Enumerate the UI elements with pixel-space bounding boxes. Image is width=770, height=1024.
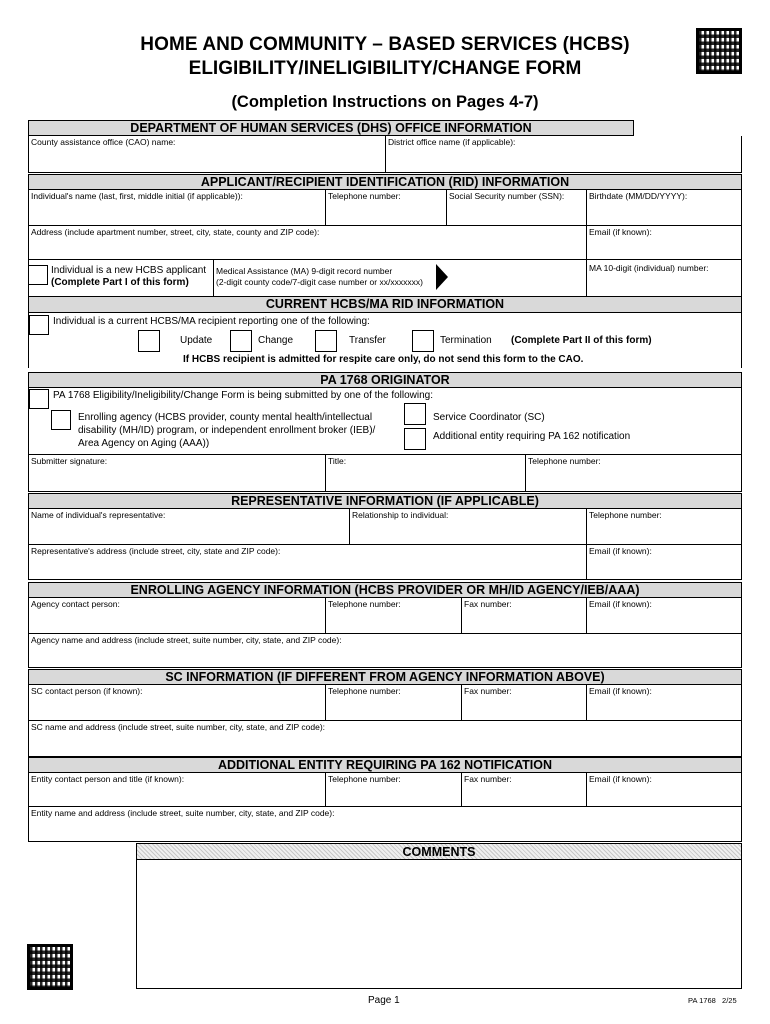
complete-part1-text: (Complete Part I of this form) <box>51 277 189 288</box>
page-number: Page 1 <box>368 995 400 1006</box>
entity-address-label: Entity name and address (include street, suite number, city, state, and ZIP code): <box>31 808 335 818</box>
change-checkbox[interactable] <box>230 330 252 352</box>
individual-name-label: Individual's name (last, first, middle initial (if applicable)): <box>31 191 243 201</box>
agency-contact-label: Agency contact person: <box>31 599 120 609</box>
sc-contact-label: SC contact person (if known): <box>31 686 143 696</box>
enrolling-agency-checkbox[interactable] <box>51 410 71 430</box>
rid-telephone-field[interactable] <box>326 190 447 226</box>
ma10-field[interactable] <box>587 260 742 296</box>
entity-fax-label: Fax number: <box>464 774 512 784</box>
enrolling-agency-heading: ENROLLING AGENCY INFORMATION (HCBS PROVIDER OR MH/ID AGENCY/IEB/AAA) <box>28 582 742 598</box>
additional-entity-checkbox[interactable] <box>404 428 426 450</box>
district-office-field[interactable] <box>386 136 742 172</box>
agency-address-label: Agency name and address (include street, suite number, city, state, and ZIP code): <box>31 635 342 645</box>
rid-section <box>28 190 742 296</box>
arrow-right-icon <box>436 264 448 290</box>
entity-fax-field[interactable] <box>462 773 587 807</box>
ssn-field[interactable] <box>447 190 587 226</box>
form-title-line1: HOME AND COMMUNITY – BASED SERVICES (HCBS) <box>140 34 630 55</box>
agency-phone-field[interactable] <box>326 598 462 634</box>
rid-telephone-label: Telephone number: <box>328 191 401 201</box>
comments-heading: COMMENTS <box>402 845 476 859</box>
agency-phone-label: Telephone number: <box>328 599 401 609</box>
current-recipient-text: Individual is a current HCBS/MA recipient reporting one of the following: <box>53 316 370 327</box>
sc-email-field[interactable] <box>587 685 742 721</box>
termination-note: (Complete Part II of this form) <box>511 335 652 346</box>
submitter-phone-label: Telephone number: <box>528 456 601 466</box>
entity-contact-field[interactable] <box>29 773 326 807</box>
submitter-signature-field[interactable] <box>29 454 326 491</box>
new-applicant-checkbox[interactable] <box>28 265 48 285</box>
individual-name-field[interactable] <box>29 190 326 226</box>
new-applicant-text: Individual is a new HCBS applicant <box>51 265 207 276</box>
form-title-line2: ELIGIBILITY/INELIGIBILITY/CHANGE FORM <box>188 58 582 79</box>
barcode-icon <box>696 28 742 74</box>
representative-name-field[interactable] <box>29 509 350 545</box>
representative-heading: REPRESENTATIVE INFORMATION (IF APPLICABLE) <box>28 493 742 509</box>
enrolling-agency-section <box>28 598 742 668</box>
respite-note: If HCBS recipient is admitted for respite care only, do not send this form to the CAO. <box>183 354 584 365</box>
sc-section <box>28 685 742 757</box>
district-office-label: District office name (if applicable): <box>388 137 516 147</box>
relationship-label: Relationship to individual: <box>352 510 449 520</box>
entity-phone-field[interactable] <box>326 773 462 807</box>
entity-email-field[interactable] <box>587 773 742 807</box>
sc-fax-field[interactable] <box>462 685 587 721</box>
termination-checkbox[interactable] <box>412 330 434 352</box>
termination-label: Termination <box>440 335 492 346</box>
cao-name-field[interactable] <box>29 136 386 172</box>
additional-entity-section <box>28 773 742 842</box>
sc-heading: SC INFORMATION (IF DIFFERENT FROM AGENCY INFORMATION ABOVE) <box>28 669 742 685</box>
current-heading: CURRENT HCBS/MA RID INFORMATION <box>28 296 742 313</box>
rid-heading: APPLICANT/RECIPIENT IDENTIFICATION (RID) INFORMATION <box>28 174 742 190</box>
representative-email-label: Email (if known): <box>589 546 652 556</box>
current-section <box>28 313 742 368</box>
comments-field[interactable] <box>136 860 742 989</box>
entity-contact-label: Entity contact person and title (if known): <box>31 774 185 784</box>
agency-email-field[interactable] <box>587 598 742 634</box>
originator-checkbox[interactable] <box>29 389 49 409</box>
representative-section <box>28 509 742 580</box>
sc-fax-label: Fax number: <box>464 686 512 696</box>
rid-email-label: Email (if known): <box>589 227 652 237</box>
rid-email-field[interactable] <box>587 226 742 260</box>
sc-option-label: Service Coordinator (SC) <box>433 412 545 423</box>
submitter-title-field[interactable] <box>326 454 526 491</box>
relationship-field[interactable] <box>350 509 587 545</box>
rid-address-field[interactable] <box>29 226 587 260</box>
additional-entity-label: Additional entity requiring PA 162 notification <box>433 431 631 442</box>
change-label: Change <box>258 335 294 346</box>
ma10-label: MA 10-digit (individual) number: <box>589 263 709 273</box>
form-id: PA 1768 2/25 <box>688 996 737 1005</box>
birthdate-field[interactable] <box>587 190 742 226</box>
additional-entity-heading: ADDITIONAL ENTITY REQUIRING PA 162 NOTIFICATION <box>28 757 742 773</box>
sc-checkbox[interactable] <box>404 403 426 425</box>
agency-contact-field[interactable] <box>29 598 326 634</box>
sc-contact-field[interactable] <box>29 685 326 721</box>
transfer-checkbox[interactable] <box>315 330 337 352</box>
agency-address-field[interactable] <box>29 634 742 667</box>
submitter-title-label: Title: <box>328 456 347 466</box>
dhs-heading: DEPARTMENT OF HUMAN SERVICES (DHS) OFFICE INFORMATION <box>28 120 634 136</box>
sc-phone-label: Telephone number: <box>328 686 401 696</box>
representative-phone-field[interactable] <box>587 509 742 545</box>
current-recipient-checkbox[interactable] <box>29 315 49 335</box>
ma-record-format: (2-digit county code/7-digit case number or xx/xxxxxxx) <box>216 277 423 287</box>
update-checkbox[interactable] <box>138 330 160 352</box>
ma-record-field[interactable] <box>214 260 587 296</box>
agency-fax-field[interactable] <box>462 598 587 634</box>
sc-address-field[interactable] <box>29 721 742 756</box>
representative-email-field[interactable] <box>587 545 742 579</box>
entity-email-label: Email (if known): <box>589 774 652 784</box>
dhs-section <box>28 136 742 173</box>
cao-name-label: County assistance office (CAO) name: <box>31 137 176 147</box>
originator-section <box>28 388 742 492</box>
enrolling-agency-line3: Area Agency on Aging (AAA)) <box>78 438 210 449</box>
instructions-note: (Completion Instructions on Pages 4-7) <box>231 93 539 111</box>
barcode-icon <box>27 944 73 990</box>
birthdate-label: Birthdate (MM/DD/YYYY): <box>589 191 688 201</box>
ssn-label: Social Security number (SSN): <box>449 191 565 201</box>
enrolling-agency-line1: Enrolling agency (HCBS provider, county mental health/intellectual <box>78 412 373 423</box>
enrolling-agency-line2: disability (MH/ID) program, or independent enrollment broker (IEB)/ <box>78 425 376 436</box>
representative-address-label: Representative's address (include street, city, state and ZIP code): <box>31 546 281 556</box>
representative-address-field[interactable] <box>29 545 587 579</box>
submitter-signature-label: Submitter signature: <box>31 456 108 466</box>
representative-name-label: Name of individual's representative: <box>31 510 166 520</box>
update-label: Update <box>180 335 213 346</box>
representative-phone-label: Telephone number: <box>589 510 662 520</box>
originator-text: PA 1768 Eligibility/Ineligibility/Change Form is being submitted by one of the following: <box>53 390 434 401</box>
rid-address-label: Address (include apartment number, street, city, state, county and ZIP code): <box>31 227 320 237</box>
sc-address-label: SC name and address (include street, suite number, city, state, and ZIP code): <box>31 722 326 732</box>
agency-email-label: Email (if known): <box>589 599 652 609</box>
transfer-label: Transfer <box>349 335 386 346</box>
ma-record-label: Medical Assistance (MA) 9-digit record number <box>216 266 393 276</box>
sc-phone-field[interactable] <box>326 685 462 721</box>
entity-phone-label: Telephone number: <box>328 774 401 784</box>
submitter-phone-field[interactable] <box>526 454 742 491</box>
originator-heading: PA 1768 ORIGINATOR <box>28 372 742 388</box>
entity-address-field[interactable] <box>29 807 742 841</box>
sc-email-label: Email (if known): <box>589 686 652 696</box>
new-applicant-area <box>29 260 214 296</box>
agency-fax-label: Fax number: <box>464 599 512 609</box>
